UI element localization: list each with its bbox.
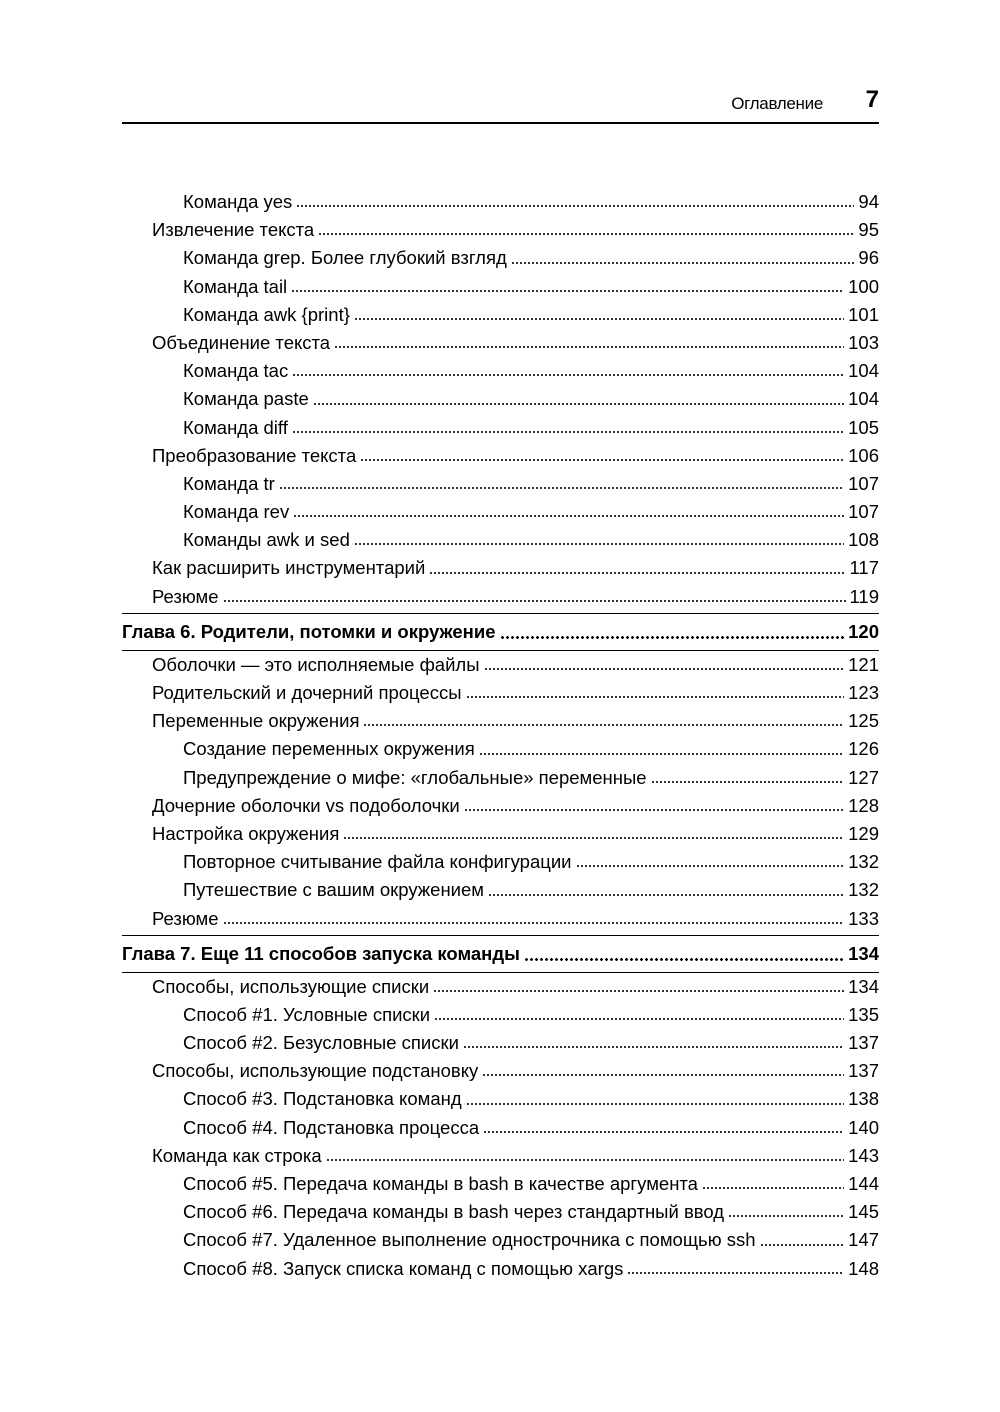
dot-leader: [484, 661, 845, 671]
dot-leader: [318, 226, 854, 236]
toc-entry-page: 104: [848, 360, 879, 382]
toc-entry: [122, 583, 879, 611]
dot-leader: [500, 630, 845, 640]
dot-leader: [296, 198, 854, 208]
dot-leader: [334, 339, 844, 349]
toc-entry-label: Способ #7. Удаленное выполнение однострочника с помощью ssh: [183, 1229, 756, 1251]
toc-entry: [122, 442, 879, 470]
toc-entry: [122, 498, 879, 526]
toc-entry-label: Команда tr: [183, 472, 275, 494]
toc-entry: [122, 973, 879, 1001]
dot-leader: [488, 887, 844, 897]
toc-entry: [122, 735, 879, 763]
toc-entry-label: Оболочки — это исполняемые файлы: [152, 653, 480, 675]
toc-entry: [122, 526, 879, 554]
toc-entry: [122, 1114, 879, 1142]
toc-entry-label: Способ #3. Подстановка команд: [183, 1088, 462, 1110]
toc-entry-page: 107: [848, 501, 879, 523]
toc-entry-label: Переменные окружения: [152, 710, 360, 732]
toc-entry-label: Команда rev: [183, 501, 290, 523]
toc-entry-page: 120: [848, 620, 879, 642]
toc-entry-page: 100: [848, 275, 879, 297]
toc-entry: [122, 1226, 879, 1254]
toc-entry-label: Команда diff: [183, 416, 288, 438]
toc-entry-label: Команда paste: [183, 388, 309, 410]
dot-leader: [483, 1124, 844, 1134]
toc-entry: [122, 1029, 879, 1057]
toc-entry-page: 105: [848, 416, 879, 438]
toc-entry-page: 103: [848, 331, 879, 353]
dot-leader: [728, 1208, 844, 1218]
toc-entry-page: 119: [849, 585, 879, 607]
running-header-title: Оглавление: [731, 94, 823, 113]
toc-entry-label: Повторное считывание файла конфигурации: [183, 851, 572, 873]
toc-entry-label: Глава 6. Родители, потомки и окружение: [122, 620, 496, 642]
toc-entry-label: Команда grep. Более глубокий взгляд: [183, 247, 507, 269]
toc-entry-label: Создание переменных окружения: [183, 738, 475, 760]
table-of-contents: [122, 188, 879, 1283]
dot-leader: [223, 915, 845, 925]
toc-entry-page: 128: [848, 794, 879, 816]
dot-leader: [466, 689, 845, 699]
dot-leader: [223, 593, 846, 603]
toc-entry-page: 132: [848, 851, 879, 873]
dot-leader: [576, 858, 845, 868]
dot-leader: [354, 311, 844, 321]
dot-leader: [466, 1096, 844, 1106]
toc-entry: [122, 357, 879, 385]
dot-leader: [363, 717, 844, 727]
toc-entry-label: Способ #1. Условные списки: [183, 1003, 431, 1025]
toc-entry-page: 147: [848, 1229, 879, 1251]
toc-entry-page: 132: [848, 879, 879, 901]
toc-entry: [122, 1057, 879, 1085]
toc-entry-label: Как расширить инструментарий: [152, 557, 426, 579]
toc-entry: [122, 273, 879, 301]
toc-entry: [122, 385, 879, 413]
toc-entry-page: 108: [848, 529, 879, 551]
toc-entry-label: Команда tac: [183, 360, 289, 382]
toc-entry-label: Способ #8. Запуск списка команд с помощью xargs: [183, 1257, 624, 1279]
dot-leader: [482, 1067, 844, 1077]
toc-entry-page: 117: [849, 557, 879, 579]
toc-entry: [122, 1085, 879, 1113]
toc-entry-label: Родительский и дочерний процессы: [152, 682, 462, 703]
dot-leader: [433, 983, 844, 993]
toc-entry: [122, 905, 879, 933]
toc-entry: [122, 651, 879, 679]
toc-entry: [122, 707, 879, 735]
toc-entry: [122, 848, 879, 876]
dot-leader: [279, 480, 844, 490]
toc-entry-page: 94: [858, 191, 879, 212]
toc-entry-label: Способы, использующие подстановку: [152, 1060, 479, 1082]
toc-entry-page: 144: [848, 1173, 879, 1194]
dot-leader: [627, 1265, 844, 1275]
toc-entry-label: Извлечение текста: [152, 219, 315, 241]
toc-entry-label: Предупреждение о мифе: «глобальные» переменные: [183, 766, 647, 788]
toc-entry: [122, 1001, 879, 1029]
toc-entry-page: 95: [858, 219, 879, 241]
toc-entry-page: 127: [848, 766, 879, 788]
toc-entry-page: 96: [858, 247, 879, 269]
toc-chapter-entry: [122, 613, 879, 651]
toc-entry-label: Способ #4. Подстановка процесса: [183, 1116, 480, 1138]
dot-leader: [651, 774, 845, 784]
toc-entry-page: 101: [848, 303, 879, 325]
toc-entry: [122, 301, 879, 329]
toc-entry-page: 104: [848, 388, 879, 410]
toc-entry: [122, 764, 879, 792]
toc-entry-page: 137: [848, 1032, 879, 1054]
dot-leader: [511, 255, 855, 265]
toc-chapter-entry: [122, 935, 879, 973]
toc-entry: [122, 792, 879, 820]
toc-entry-label: Резюме: [152, 585, 219, 607]
toc-entry-page: 134: [848, 975, 879, 997]
toc-entry: [122, 470, 879, 498]
toc-entry-label: Глава 7. Еще 11 способов запуска команды: [122, 942, 520, 964]
toc-entry: [122, 876, 879, 904]
toc-entry-page: 145: [848, 1201, 879, 1223]
toc-entry-page: 125: [848, 710, 879, 732]
toc-entry-page: 134: [848, 942, 879, 964]
dot-leader: [354, 536, 844, 546]
toc-entry-label: Путешествие с вашим окружением: [183, 879, 485, 901]
toc-entry-page: 107: [848, 472, 879, 494]
toc-entry-label: Команда как строка: [152, 1144, 322, 1166]
dot-leader: [293, 508, 844, 518]
dot-leader: [702, 1180, 844, 1190]
toc-entry-page: 148: [848, 1257, 879, 1279]
toc-entry-label: Преобразование текста: [152, 444, 357, 466]
toc-entry-label: Способы, использующие списки: [152, 975, 430, 997]
toc-entry-label: Настройка окружения: [152, 822, 340, 844]
toc-entry-page: 129: [848, 822, 879, 844]
dot-leader: [292, 424, 844, 434]
dot-leader: [313, 396, 844, 406]
dot-leader: [463, 1039, 844, 1049]
toc-entry: [122, 820, 879, 848]
toc-entry-page: 126: [848, 738, 879, 760]
toc-entry-label: Способ #2. Безусловные списки: [183, 1032, 459, 1054]
toc-entry: [122, 244, 879, 272]
toc-entry: [122, 554, 879, 582]
toc-entry-label: Дочерние оболочки vs подоболочки: [152, 794, 460, 816]
dot-leader: [292, 367, 844, 377]
toc-entry-label: Объединение текста: [152, 331, 331, 353]
toc-entry-label: Способ #6. Передача команды в bash через стандартный ввод: [183, 1201, 725, 1223]
toc-entry-page: 143: [848, 1144, 879, 1166]
toc-entry-label: Команда awk {print}: [183, 303, 350, 325]
toc-entry: [122, 1170, 879, 1198]
toc-entry-label: Способ #5. Передача команды в bash в качестве аргумента: [183, 1173, 698, 1194]
dot-leader: [524, 952, 844, 962]
toc-entry-page: 138: [848, 1088, 879, 1110]
toc-entry: [122, 216, 879, 244]
toc-entry: [122, 679, 879, 707]
toc-entry: [122, 188, 879, 216]
toc-entry-label: Команда tail: [183, 275, 288, 297]
toc-entry: [122, 1142, 879, 1170]
running-header: [122, 84, 879, 124]
toc-entry: [122, 329, 879, 357]
dot-leader: [760, 1237, 845, 1247]
toc-entry-page: 140: [848, 1116, 879, 1138]
dot-leader: [326, 1152, 844, 1162]
toc-entry-page: 135: [848, 1003, 879, 1025]
toc-entry-page: 106: [848, 444, 879, 466]
toc-entry-page: 133: [848, 907, 879, 929]
page-number: 7: [865, 86, 879, 113]
dot-leader: [464, 802, 844, 812]
toc-entry-label: Команда yes: [183, 191, 293, 212]
dot-leader: [360, 452, 844, 462]
toc-entry: [122, 414, 879, 442]
toc-entry-label: Команды awk и sed: [183, 529, 350, 551]
toc-entry-page: 137: [848, 1060, 879, 1082]
dot-leader: [343, 830, 844, 840]
dot-leader: [291, 283, 844, 293]
toc-entry-page: 123: [848, 682, 879, 703]
toc-entry: [122, 1198, 879, 1226]
toc-entry: [122, 1255, 879, 1283]
dot-leader: [434, 1011, 844, 1021]
dot-leader: [479, 746, 844, 756]
toc-entry-label: Резюме: [152, 907, 219, 929]
dot-leader: [429, 565, 845, 575]
toc-entry-page: 121: [848, 653, 879, 675]
